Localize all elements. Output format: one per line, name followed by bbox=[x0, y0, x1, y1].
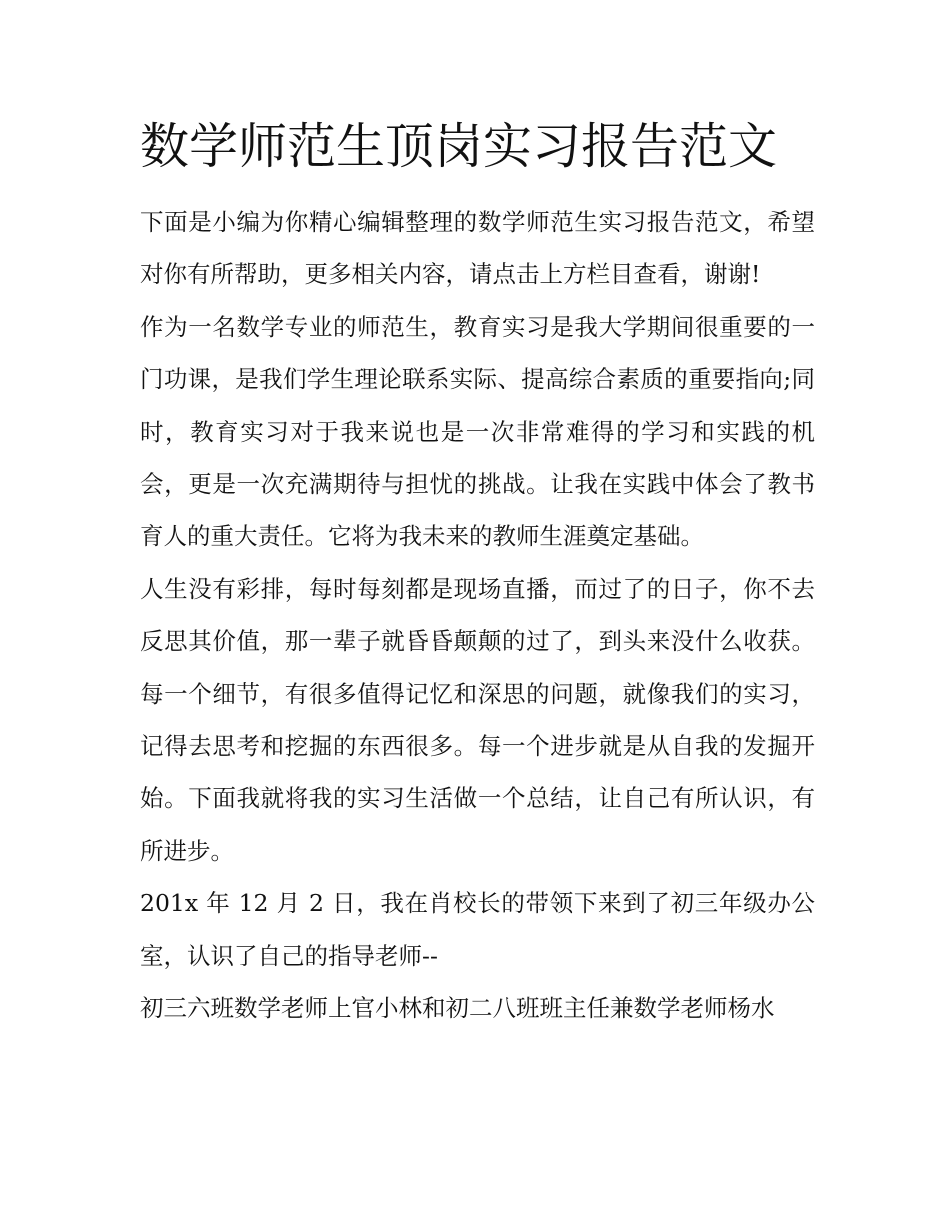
paragraph-arrival: 201x 年 12 月 2 日，我在肖校长的带领下来到了初三年级办公室，认识了自己的指导老师-- bbox=[140, 889, 815, 970]
paragraph-internship-significance: 作为一名数学专业的师范生，教育实习是我大学期间很重要的一门功课，是我们学生理论联系实际、提高综合素质的重要指向;同时，教育实习对于我来说也是一次非常难得的学习和实践的机会，更是一次充满期待与担忧的挑战。让我在实践中体会了教书育人的重大责任。它将为我未来的教师生涯奠定基础。 bbox=[140, 312, 815, 551]
paragraph-reflection: 人生没有彩排，每时每刻都是现场直播，而过了的日子，你不去反思其价值，那一辈子就昏昏颠颠的过了，到头来没什么收获。每一个细节，有很多值得记忆和深思的问题，就像我们的实习，记得去思考和挖掘的东西很多。每一个进步就是从自我的发掘开始。下面我就将我的实习生活做一个总结，让自己有所认识，有所进步。 bbox=[140, 574, 815, 865]
document-title: 数学师范生顶岗实习报告范文 bbox=[140, 118, 778, 175]
paragraph-mentors: 初三六班数学老师上官小林和初二八班班主任兼数学老师杨水 bbox=[140, 994, 775, 1023]
document-body bbox=[140, 196, 815, 1035]
paragraph-intro: 下面是小编为你精心编辑整理的数学师范生实习报告范文，希望对你有所帮助，更多相关内容，请点击上方栏目查看，谢谢! bbox=[140, 208, 815, 289]
